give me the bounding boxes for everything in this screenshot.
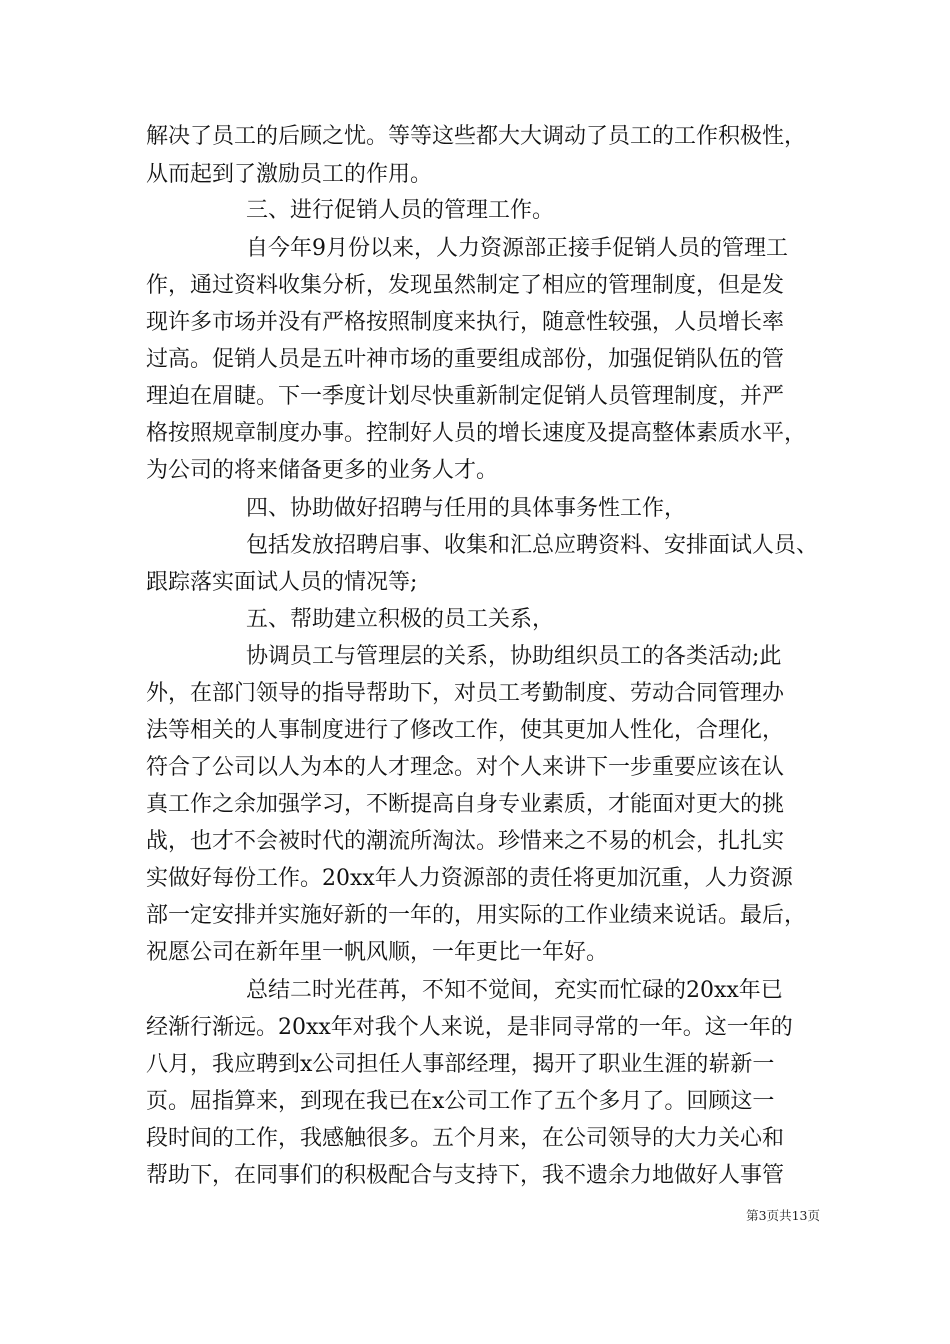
paragraph-line: 为公司的将来储备更多的业务人才。 bbox=[146, 458, 499, 483]
paragraph-line: 协调员工与管理层的关系，协助组织员工的各类活动;此 bbox=[246, 644, 782, 669]
paragraph-line: 部一定安排并实施好新的一年的，用实际的工作业绩来说话。最后， bbox=[146, 903, 807, 928]
section-heading: 五、帮助建立积极的员工关系， bbox=[246, 607, 555, 632]
paragraph-line: 帮助下，在同事们的积极配合与支持下，我不遗余力地做好人事管 bbox=[146, 1163, 785, 1188]
paragraph-line: 外，在部门领导的指导帮助下，对员工考勤制度、劳动合同管理办 bbox=[146, 681, 785, 706]
paragraph-line: 从而起到了激励员工的作用。 bbox=[146, 162, 433, 187]
paragraph-line: 总结二时光荏苒，不知不觉间，充实而忙碌的20xx年已 bbox=[246, 978, 783, 1003]
paragraph-line: 包括发放招聘启事、收集和汇总应聘资料、安排面试人员、 bbox=[246, 533, 819, 558]
section-heading: 四、协助做好招聘与任用的具体事务性工作， bbox=[246, 496, 687, 521]
paragraph-line: 真工作之余加强学习，不断提高自身专业素质，才能面对更大的挑 bbox=[146, 792, 785, 817]
paragraph-line: 符合了公司以人为本的人才理念。对个人来讲下一步重要应该在认 bbox=[146, 755, 785, 780]
paragraph-line: 实做好每份工作。20xx年人力资源部的责任将更加沉重，人力资源 bbox=[146, 866, 793, 891]
paragraph-line: 格按照规章制度办事。控制好人员的增长速度及提高整体素质水平， bbox=[146, 421, 807, 446]
page-number-footer: 第3页共13页 bbox=[746, 1208, 820, 1223]
paragraph-line: 页。屈指算来，到现在我已在x公司工作了五个多月了。回顾这一 bbox=[146, 1089, 775, 1114]
paragraph-line: 理迫在眉睫。下一季度计划尽快重新制定促销人员管理制度，并严 bbox=[146, 384, 785, 409]
paragraph-line: 经渐行渐远。20xx年对我个人来说，是非同寻常的一年。这一年的 bbox=[146, 1015, 793, 1040]
paragraph-line: 段时间的工作，我感触很多。五个月来，在公司领导的大力关心和 bbox=[146, 1126, 785, 1151]
paragraph-line: 八月，我应聘到x公司担任人事部经理，揭开了职业生涯的崭新一 bbox=[146, 1052, 775, 1077]
paragraph-line: 现许多市场并没有严格按照制度来执行，随意性较强，人员增长率 bbox=[146, 310, 785, 335]
paragraph-line: 祝愿公司在新年里一帆风顺，一年更比一年好。 bbox=[146, 940, 609, 965]
paragraph-line: 法等相关的人事制度进行了修改工作，使其更加人性化，合理化， bbox=[146, 718, 785, 743]
paragraph-line: 自今年9月份以来，人力资源部正接手促销人员的管理工 bbox=[246, 236, 788, 261]
paragraph-line: 跟踪落实面试人员的情况等; bbox=[146, 570, 418, 595]
paragraph-line: 过高。促销人员是五叶神市场的重要组成部份，加强促销队伍的管 bbox=[146, 347, 785, 372]
paragraph-line: 解决了员工的后顾之忧。等等这些都大大调动了员工的工作积极性， bbox=[146, 124, 807, 149]
section-heading: 三、进行促销人员的管理工作。 bbox=[246, 198, 555, 223]
paragraph-line: 战，也才不会被时代的潮流所淘汰。珍惜来之不易的机会，扎扎实 bbox=[146, 829, 785, 854]
paragraph-line: 作，通过资料收集分析，发现虽然制定了相应的管理制度，但是发 bbox=[146, 273, 785, 298]
